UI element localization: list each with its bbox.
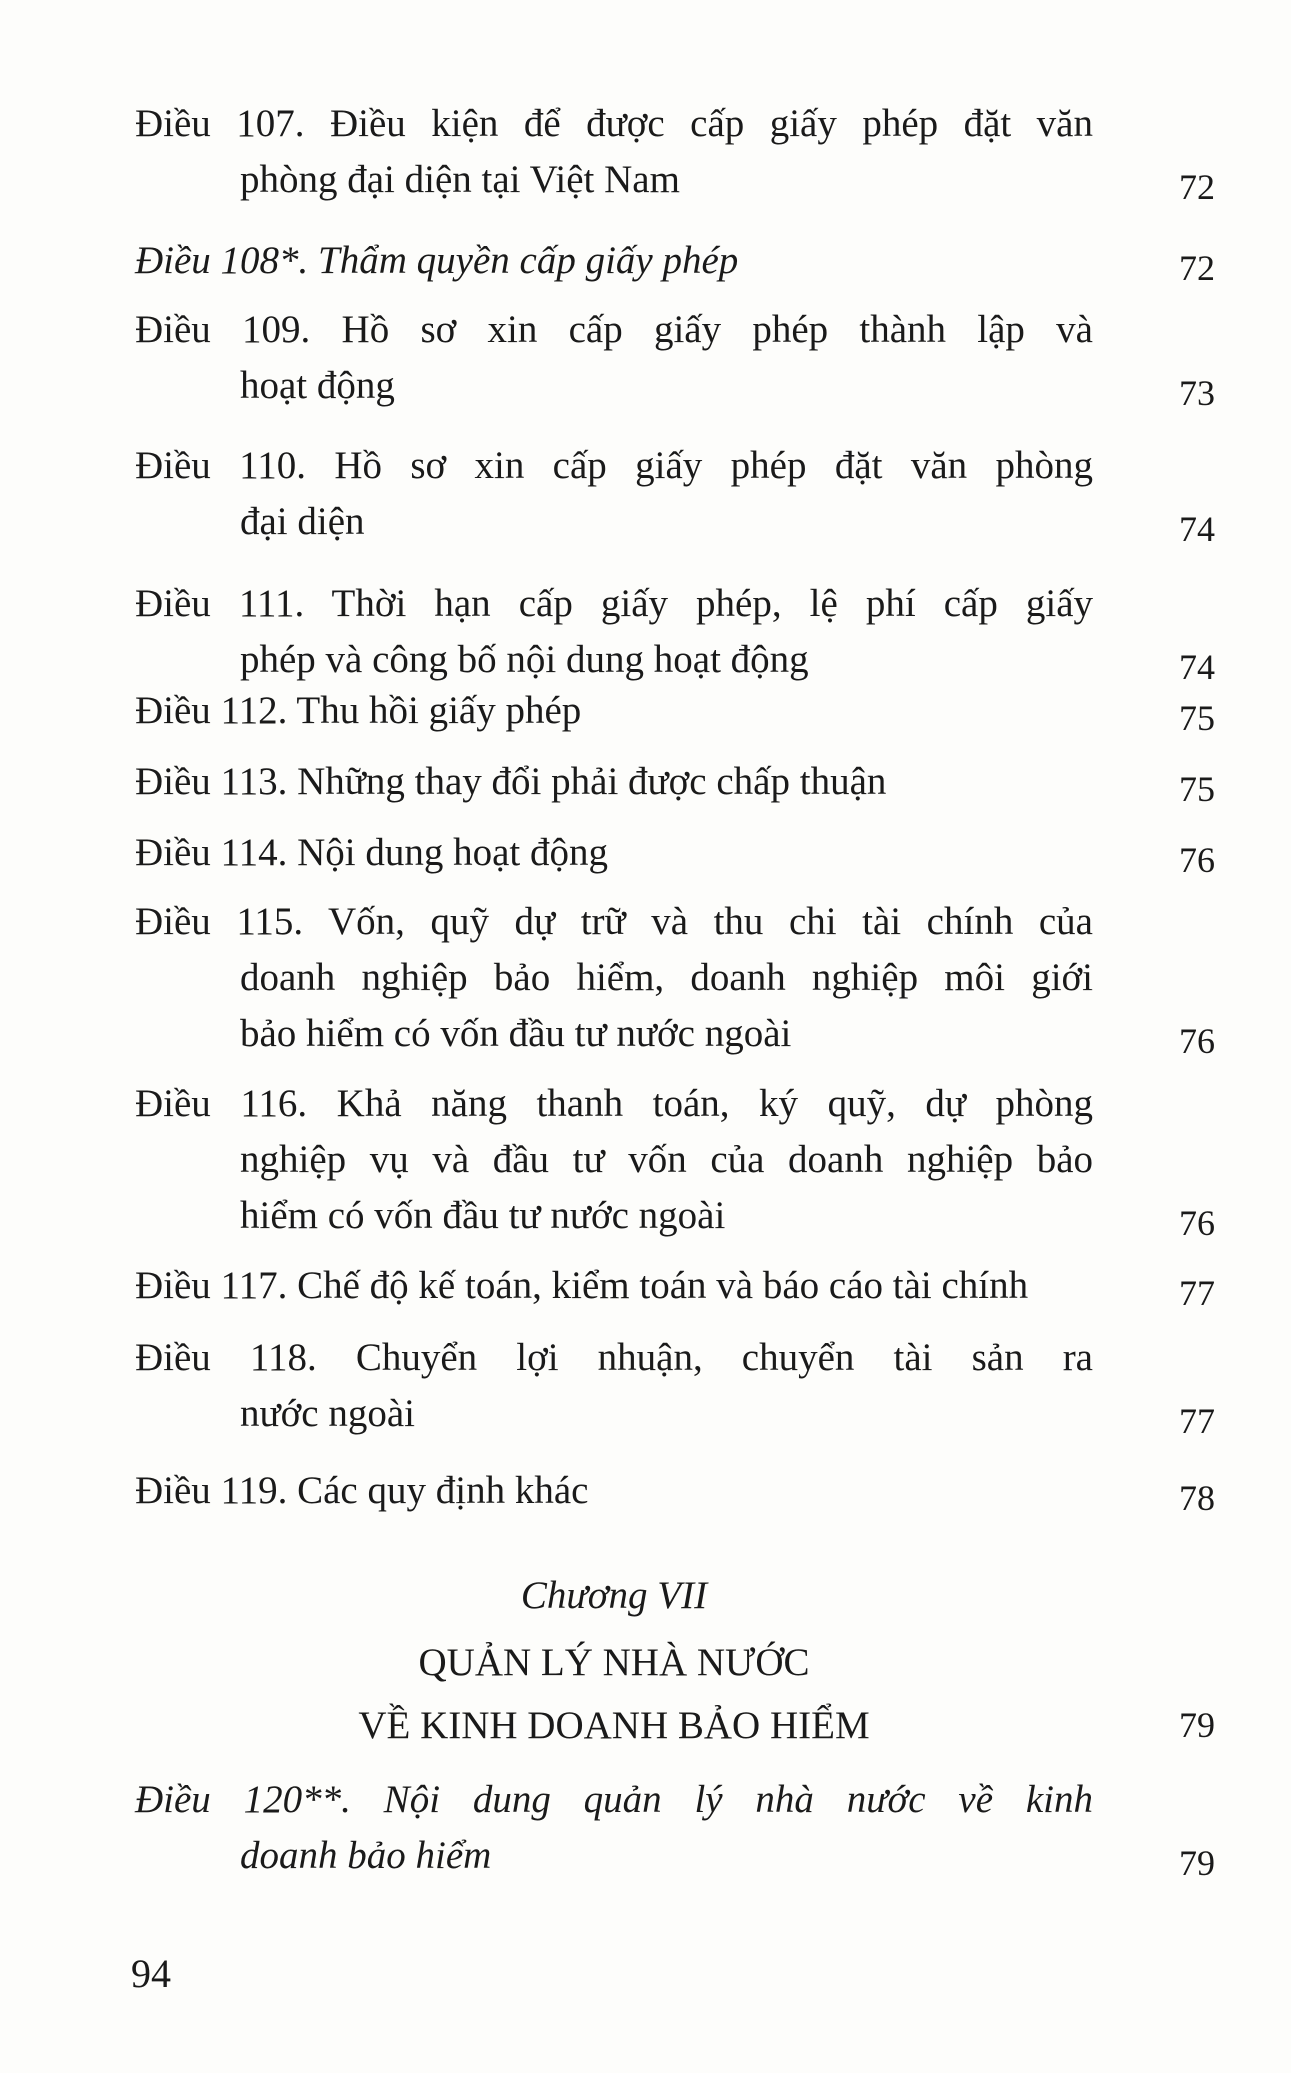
toc-entry-line: Điều 115. Vốn, quỹ dự trữ và thu chi tài chính của bbox=[135, 900, 1093, 943]
toc-entry-page-number: 74 bbox=[1179, 647, 1215, 687]
toc-entry-page-number: 79 bbox=[1179, 1843, 1215, 1883]
toc-entry-page-number: 78 bbox=[1179, 1478, 1215, 1518]
toc-entry-line: bảo hiểm có vốn đầu tư nước ngoài bbox=[240, 1012, 792, 1055]
toc-entry-line: đại diện bbox=[240, 500, 365, 543]
toc-entry bbox=[135, 825, 1215, 881]
toc-entry bbox=[135, 233, 1215, 289]
toc-entry bbox=[135, 894, 1215, 1062]
toc-entry bbox=[135, 754, 1215, 810]
toc-entry-page-number: 72 bbox=[1179, 167, 1215, 207]
toc-entry bbox=[135, 1772, 1215, 1884]
toc-entry-line: Điều 117. Chế độ kế toán, kiểm toán và báo cáo tài chính bbox=[135, 1264, 1029, 1307]
toc-entry-line: phép và công bố nội dung hoạt động bbox=[240, 638, 809, 681]
toc-entry bbox=[135, 1076, 1215, 1244]
toc-entry-line: hiểm có vốn đầu tư nước ngoài bbox=[240, 1194, 726, 1237]
chapter-title-line1: QUẢN LÝ NHÀ NƯỚC bbox=[418, 1641, 810, 1684]
toc-entry-line: Điều 108*. Thẩm quyền cấp giấy phép bbox=[135, 239, 739, 282]
toc-entry-page-number: 73 bbox=[1179, 373, 1215, 413]
toc-entry bbox=[135, 438, 1215, 550]
toc-entry-line: phòng đại diện tại Việt Nam bbox=[240, 158, 680, 201]
toc-entry bbox=[135, 1258, 1215, 1314]
toc-entry-line: Điều 110. Hồ sơ xin cấp giấy phép đặt văn phòng bbox=[135, 444, 1093, 487]
toc-entry-line: Điều 119. Các quy định khác bbox=[135, 1469, 589, 1512]
page-footer-number: 94 bbox=[131, 1951, 171, 1996]
toc-entry-line: Điều 113. Những thay đổi phải được chấp thuận bbox=[135, 760, 887, 803]
toc-entry bbox=[135, 576, 1215, 688]
toc-entry-line: nước ngoài bbox=[240, 1392, 415, 1435]
toc-entry-line: doanh bảo hiểm bbox=[240, 1834, 492, 1877]
toc-entry bbox=[135, 683, 1215, 739]
toc-entry-line: Điều 107. Điều kiện để được cấp giấy phép đặt văn bbox=[135, 102, 1093, 145]
toc-entry-page-number: 72 bbox=[1179, 248, 1215, 288]
toc-entry-page-number: 75 bbox=[1179, 698, 1215, 738]
toc-entry-line: Điều 112. Thu hồi giấy phép bbox=[135, 689, 582, 732]
toc-entry-line: nghiệp vụ và đầu tư vốn của doanh nghiệp bảo bbox=[240, 1138, 1093, 1181]
toc-entry-line: Điều 120**. Nội dung quản lý nhà nước về kinh bbox=[135, 1778, 1093, 1821]
toc-entry-page-number: 77 bbox=[1179, 1273, 1215, 1313]
toc-entry bbox=[135, 1463, 1215, 1519]
toc-entry-page-number: 74 bbox=[1179, 509, 1215, 549]
toc-entry-page-number: 76 bbox=[1179, 840, 1215, 880]
toc-entry-page-number: 75 bbox=[1179, 769, 1215, 809]
toc-entry bbox=[135, 302, 1215, 414]
toc-entry-line: Điều 116. Khả năng thanh toán, ký quỹ, dự phòng bbox=[135, 1082, 1093, 1125]
toc-entry-line: Điều 111. Thời hạn cấp giấy phép, lệ phí cấp giấy bbox=[135, 582, 1093, 625]
toc-entry bbox=[135, 96, 1215, 208]
chapter-title-line2: VỀ KINH DOANH BẢO HIỂM 79 bbox=[135, 1698, 1215, 1753]
toc-entry bbox=[135, 1330, 1215, 1442]
chapter-page-number: 79 bbox=[1179, 1705, 1215, 1745]
toc-entry-line: Điều 118. Chuyển lợi nhuận, chuyển tài sản ra bbox=[135, 1336, 1093, 1379]
toc-entry-line: Điều 114. Nội dung hoạt động bbox=[135, 831, 609, 874]
toc-entry-line: doanh nghiệp bảo hiểm, doanh nghiệp môi giới bbox=[240, 956, 1093, 999]
toc-entry-page-number: 76 bbox=[1179, 1203, 1215, 1243]
toc-entry-page-number: 76 bbox=[1179, 1021, 1215, 1061]
chapter-label: Chương VII bbox=[520, 1574, 708, 1617]
toc-entry-line: Điều 109. Hồ sơ xin cấp giấy phép thành lập và bbox=[135, 308, 1093, 351]
toc-entry-line: hoạt động bbox=[240, 364, 395, 407]
toc-entry-page-number: 77 bbox=[1179, 1401, 1215, 1441]
